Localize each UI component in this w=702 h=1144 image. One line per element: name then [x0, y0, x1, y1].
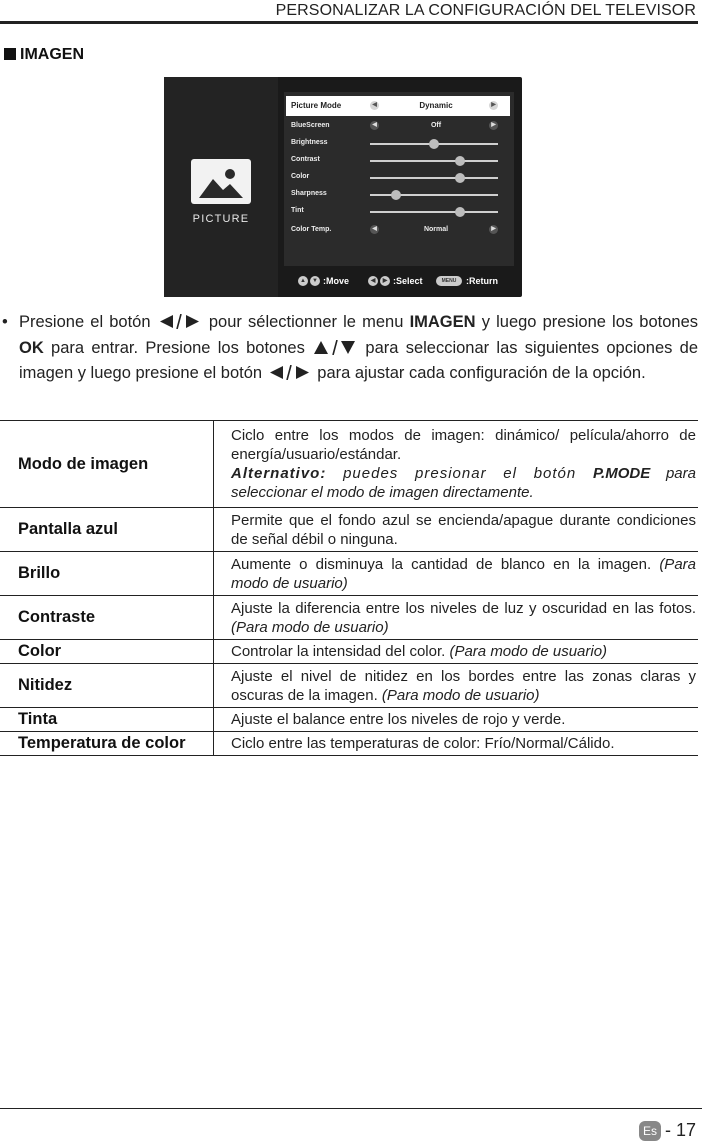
setting-name: Temperatura de color — [0, 732, 214, 756]
arrow-left-icon: ◀ — [370, 121, 379, 130]
instruction-part: para seleccionar las siguientes opciones de imagen y luego presione el botón — [19, 338, 699, 382]
setting-description — [214, 552, 699, 596]
menu-row-color[interactable] — [286, 169, 510, 186]
page-number: - 17 — [664, 1120, 696, 1140]
setting-name: Pantalla azul — [0, 508, 214, 552]
description-text: Ciclo entre los modos de imagen: dinámico/ película/ahorro de energía/usuario/estándar. — [231, 427, 696, 463]
footer-rule — [0, 1108, 702, 1109]
description-note: (Para modo de usuario) — [231, 555, 696, 592]
language-badge: Es — [639, 1121, 661, 1141]
setting-name: Contraste — [0, 596, 214, 640]
setting-description: Ajuste el balance entre los niveles de rojo y verde. — [214, 708, 699, 732]
menu-row-picture-mode[interactable] — [286, 96, 510, 116]
slider-track — [370, 160, 498, 162]
description-text: Controlar la intensidad del color. — [231, 643, 446, 660]
description-note: (Para modo de usuario) — [449, 643, 608, 660]
menu-row-bluescreen[interactable] — [286, 118, 510, 135]
up-button-icon: ▲ — [298, 276, 308, 286]
slider-knob[interactable] — [455, 156, 465, 166]
description-text: Ajuste el nivel de nitidez en los bordes entre las zonas claras y oscuras de la imagen. — [231, 667, 696, 704]
page-header-title: PERSONALIZAR LA CONFIGURACIÓN DEL TELEVISOR — [275, 2, 696, 19]
arrow-left-icon: ◀ — [370, 225, 379, 234]
return-hint: :Return — [466, 276, 498, 286]
table-row — [0, 732, 698, 756]
menu-row-brightness[interactable] — [286, 135, 510, 152]
arrow-right-icon: ▶ — [489, 121, 498, 130]
description-note: (Para modo de usuario) — [381, 686, 540, 704]
arrow-right-icon: ▶ — [489, 225, 498, 234]
slider-track — [370, 177, 498, 179]
setting-name: Tinta — [0, 708, 214, 732]
arrow-right-icon: ▶ — [489, 101, 498, 110]
picture-label: PICTURE — [192, 213, 250, 225]
menu-row-name: Tint — [291, 207, 304, 214]
menu-row-name: Sharpness — [291, 190, 327, 197]
slider-knob[interactable] — [429, 139, 439, 149]
table-row — [0, 421, 698, 508]
move-hint: :Move — [323, 276, 350, 286]
left-button-icon: ◀ — [368, 276, 378, 286]
setting-description — [214, 596, 699, 640]
table-row — [0, 596, 698, 640]
menu-row-value: Off — [430, 122, 442, 129]
menu-row-name: Color Temp. — [291, 226, 332, 233]
tv-menu-footer — [284, 273, 514, 291]
instruction-text — [19, 311, 698, 388]
tv-left-panel — [164, 77, 278, 297]
alt-text: para seleccionar el modo de imagen directamente. — [231, 465, 696, 501]
slider-track — [370, 211, 498, 213]
setting-description — [214, 421, 699, 508]
left-right-arrows-icon — [157, 313, 203, 337]
menu-row-value: Normal — [423, 226, 449, 233]
slider-track — [370, 194, 498, 196]
square-bullet-icon — [4, 48, 16, 60]
header-rule — [0, 21, 698, 24]
setting-name: Modo de imagen — [0, 421, 214, 508]
tv-screenshot — [164, 77, 522, 297]
instruction-part: y luego presione los botones — [481, 313, 699, 331]
setting-description — [214, 640, 699, 664]
setting-name: Brillo — [0, 552, 214, 596]
setting-description: Permite que el fondo azul se encienda/apague durante condiciones de señal débil o ninguna. — [214, 508, 699, 552]
table-row — [0, 508, 698, 552]
description-text: Ajuste la diferencia entre los niveles de luz y oscuridad en las fotos. — [231, 599, 696, 617]
menu-row-sharpness[interactable] — [286, 186, 510, 203]
up-down-arrows-icon — [312, 339, 358, 363]
menu-row-name: BlueScreen — [291, 122, 330, 129]
instruction-part: para entrar. Presione los botones — [51, 338, 305, 357]
instruction-bold-menu: IMAGEN — [409, 313, 476, 331]
instruction-bold-ok: OK — [19, 338, 44, 357]
menu-row-name: Contrast — [291, 156, 320, 163]
alt-label: Alternativo: — [231, 465, 327, 482]
instruction-part: para ajustar cada configuración de la opción. — [317, 364, 646, 382]
setting-description — [214, 664, 699, 708]
menu-row-contrast[interactable] — [286, 152, 510, 169]
setting-name: Color — [0, 640, 214, 664]
menu-button-icon: MENU — [436, 276, 462, 286]
description-note: (Para modo de usuario) — [231, 618, 389, 636]
alt-button-name: P.MODE — [592, 465, 651, 482]
section-title: IMAGEN — [20, 46, 84, 63]
settings-table — [0, 420, 698, 756]
tv-picture-menu — [284, 92, 514, 266]
picture-icon — [191, 159, 251, 204]
description-alt — [231, 465, 696, 501]
instruction-part: Presione el botón — [19, 313, 151, 331]
slider-knob[interactable] — [455, 207, 465, 217]
table-row — [0, 664, 698, 708]
menu-row-name: Picture Mode — [291, 101, 342, 110]
select-hint: :Select — [393, 276, 423, 286]
menu-row-value: Dynamic — [419, 101, 453, 110]
section-heading — [4, 46, 84, 64]
slider-knob[interactable] — [391, 190, 401, 200]
table-row — [0, 552, 698, 596]
right-button-icon: ▶ — [380, 276, 390, 286]
arrow-left-icon: ◀ — [370, 101, 379, 110]
description-text: Aumente o disminuya la cantidad de blanco en la imagen. — [231, 555, 652, 573]
table-row — [0, 708, 698, 732]
alt-text: puedes presionar el botón — [326, 465, 593, 482]
bullet-icon: • — [2, 313, 8, 331]
menu-row-tint[interactable] — [286, 203, 510, 220]
menu-row-color-temp[interactable] — [286, 222, 510, 239]
left-right-arrows-icon — [267, 364, 313, 388]
page-footer — [639, 1120, 696, 1141]
setting-description: Ciclo entre las temperaturas de color: Frío/Normal/Cálido. — [214, 732, 699, 756]
down-button-icon: ▼ — [310, 276, 320, 286]
setting-name: Nitidez — [0, 664, 214, 708]
table-row — [0, 640, 698, 664]
slider-knob[interactable] — [455, 173, 465, 183]
menu-row-name: Brightness — [291, 139, 328, 146]
instruction-part: pour sélectionner le menu — [208, 313, 404, 331]
menu-row-name: Color — [291, 173, 310, 180]
